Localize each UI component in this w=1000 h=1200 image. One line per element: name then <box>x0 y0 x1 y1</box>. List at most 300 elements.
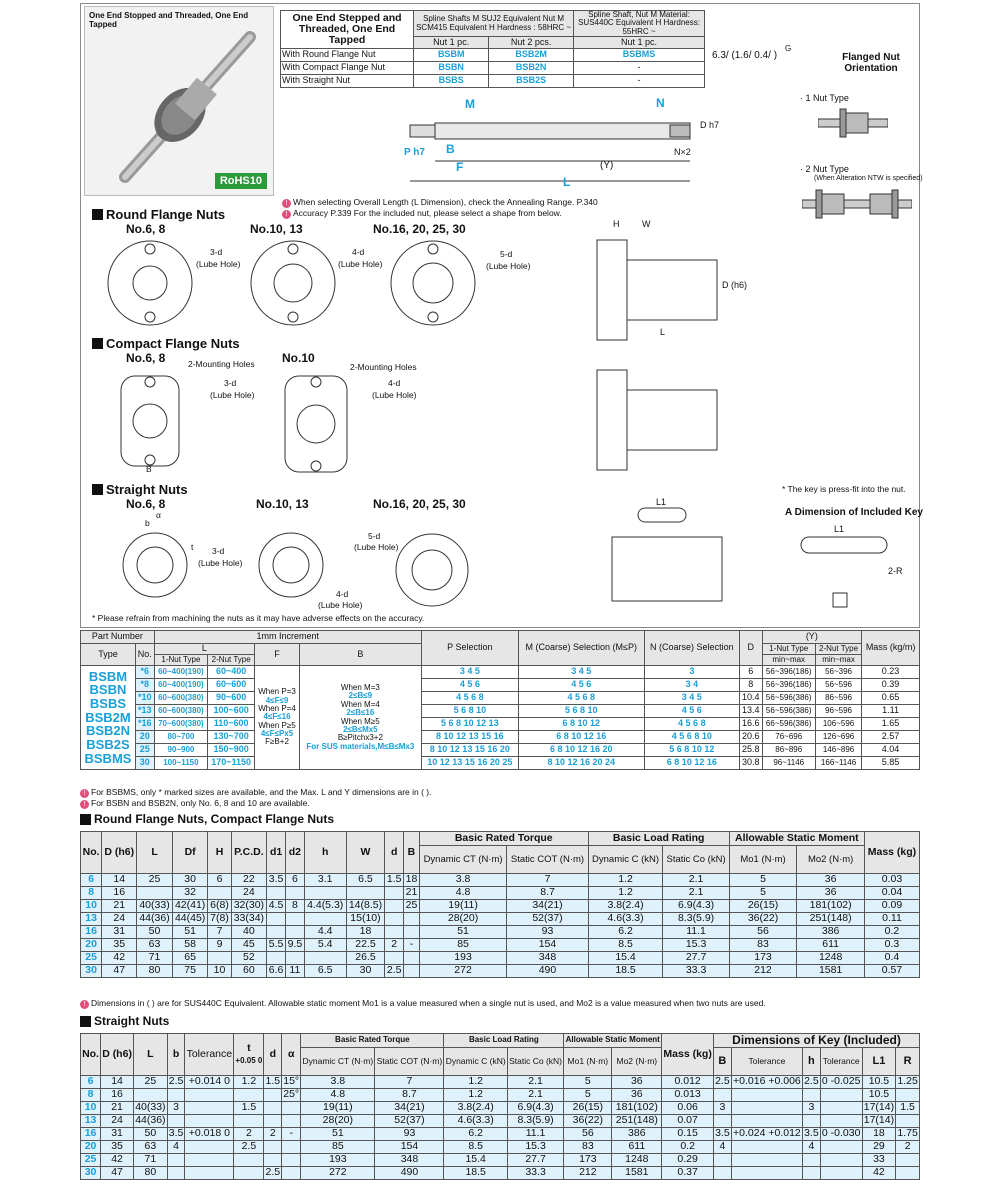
lube-label: (Lube Hole) <box>338 259 383 269</box>
table-cell: 34(21) <box>375 1102 444 1115</box>
table-cell: 6.2 <box>588 926 663 939</box>
table-cell: +0.024 +0.012 <box>733 1127 801 1140</box>
dim-l-label: L <box>563 175 571 189</box>
col-header: min~max <box>762 655 815 666</box>
table-cell: 1.5 <box>896 1102 920 1115</box>
table-cell: 3.8 <box>419 874 507 887</box>
table-cell <box>267 926 286 939</box>
type-code: BSBM <box>88 668 128 684</box>
table-cell: 70~600(380) <box>154 718 207 731</box>
table-cell: 34(21) <box>507 900 588 913</box>
table-cell: 8 10 12 13 15 16 <box>421 731 518 744</box>
col-header: Tolerance <box>731 1048 802 1076</box>
dim-w-label: W <box>642 219 651 229</box>
table-cell: 40(33) <box>137 900 173 913</box>
straight-spec-table <box>80 1033 920 1180</box>
type-code: BSBS <box>89 696 127 712</box>
table-cell: 56 <box>564 1128 612 1141</box>
straight-nut-drawing <box>256 530 326 600</box>
table-cell <box>731 1154 802 1167</box>
table-cell: 2.57 <box>862 731 920 744</box>
table-cell: 0 -0.030 <box>821 1127 861 1140</box>
table-cell: 11 <box>285 965 304 978</box>
table-cell <box>264 1102 282 1115</box>
table-row <box>81 757 920 770</box>
table-cell: 3 <box>714 1102 732 1115</box>
table-cell: 1.11 <box>862 705 920 718</box>
table-cell: 10.5 <box>862 1076 896 1089</box>
table-cell: 1.2 <box>234 1076 264 1089</box>
table-cell <box>820 1089 862 1102</box>
annealing-note: ! When selecting Overall Length (L Dimension), check the Annealing Range. P.340 <box>282 197 598 208</box>
col-header: Dynamic CT (N·m) <box>419 846 507 874</box>
table-cell: 15(10) <box>346 913 385 926</box>
part-number-table <box>80 630 920 770</box>
table-cell <box>896 1167 920 1180</box>
col-header: Dynamic C (kN) <box>444 1048 507 1076</box>
col-header: Allowable Static Moment <box>564 1034 662 1048</box>
table-row <box>81 874 920 887</box>
col-header: B <box>299 644 421 666</box>
table-cell: 1.25 <box>897 1075 918 1088</box>
table-cell: 8.7 <box>507 887 588 900</box>
col-header: Mass (kg) <box>662 1034 714 1076</box>
col-header: Mo1 (N·m) <box>564 1048 612 1076</box>
lube-label: 5-d <box>500 249 513 259</box>
table-cell <box>234 1115 264 1128</box>
table-cell: 126~696 <box>815 731 861 744</box>
col-header: N (Coarse) Selection <box>644 631 739 666</box>
table-cell: 8 10 12 16 20 24 <box>518 757 644 770</box>
col-header: h <box>304 832 346 874</box>
table-cell: 32(30) <box>231 900 267 913</box>
table-cell: 5 <box>729 887 797 900</box>
table-cell: 47 <box>102 965 137 978</box>
table-cell: 36 <box>797 874 865 887</box>
table-cell: 251(148) <box>797 913 865 926</box>
table-cell: 22.5 <box>346 939 385 952</box>
col-header: Static COT (N·m) <box>375 1048 444 1076</box>
table-cell: 6 <box>81 874 102 887</box>
table-cell: 3 <box>803 1102 821 1115</box>
table-cell: 44(36) <box>135 1114 166 1127</box>
col-header: 1-Nut Type <box>154 655 207 666</box>
straight-side-drawing <box>610 505 730 605</box>
table-cell: 3.5 <box>715 1127 730 1140</box>
col-header: min~max <box>815 655 861 666</box>
table-cell <box>167 1115 185 1128</box>
table-cell: 18 <box>346 926 385 939</box>
table-row <box>81 666 920 679</box>
f-rule-line: 4≤F≤16 <box>263 712 291 722</box>
table-cell: 60~600 <box>208 679 255 692</box>
table-cell <box>208 952 231 965</box>
col-header: Dynamic C (kN) <box>588 846 663 874</box>
part-code: BSBM <box>414 49 489 62</box>
part-code: BSBS <box>414 75 489 88</box>
table-cell: 4 5 6 <box>421 679 518 692</box>
col-header: Df <box>172 832 208 874</box>
table-cell: 0.3 <box>864 939 919 952</box>
table-cell <box>731 1102 802 1115</box>
table-cell: 26(15) <box>729 900 797 913</box>
table-cell: +0.014 0 <box>185 1076 234 1089</box>
table-cell: 27.7 <box>663 952 729 965</box>
table-cell: 3 4 5 <box>518 666 644 679</box>
table-cell: 36 <box>612 1089 662 1102</box>
straight-nut-drawing <box>120 530 190 600</box>
table-cell: 193 <box>419 952 507 965</box>
table-cell: 3.8(2.4) <box>444 1102 507 1115</box>
table-cell: 56~396(186) <box>762 666 815 679</box>
table-cell: 21 <box>405 886 418 899</box>
dim-ph7-label: P h7 <box>404 147 425 158</box>
table-cell: 33.3 <box>663 965 729 978</box>
table-cell <box>185 1154 234 1167</box>
table-cell: 166~1146 <box>815 757 861 770</box>
table-cell: 6.9(4.3) <box>507 1102 563 1115</box>
table-cell: 15.4 <box>444 1154 507 1167</box>
photo-caption: One End Stopped and Threaded, One End Tapped <box>89 11 249 29</box>
dim-alpha-label: α <box>156 510 161 520</box>
table-cell: 29 <box>862 1141 896 1154</box>
table-cell: 2.5 <box>385 965 404 978</box>
table-cell: 83 <box>729 939 797 952</box>
table-cell: 4.6(3.3) <box>444 1115 507 1128</box>
col-header: M (Coarse) Selection (M≤P) <box>518 631 644 666</box>
sus-material-header: Spline Shaft, Nut M Material: SUS440C Equivalent H Hardness: 55HRC ~ <box>574 11 705 37</box>
table-cell: 58 <box>172 939 208 952</box>
table-cell: 52(37) <box>507 913 588 926</box>
table-cell: 20.6 <box>739 731 762 744</box>
table-cell: 3 <box>167 1102 185 1115</box>
table-cell: 181(102) <box>797 900 865 913</box>
flange-spec-table <box>80 831 920 978</box>
one-nut-type-label: · 1 Nut Type <box>800 93 849 103</box>
col-header: Dimensions of Key (Included) <box>714 1034 920 1048</box>
table-cell: 8 <box>81 887 102 900</box>
table-cell <box>185 1141 234 1154</box>
key-title: A Dimension of Included Key <box>785 507 923 518</box>
col-header: H <box>208 832 231 874</box>
table-cell: 0.07 <box>662 1115 714 1128</box>
size-no: *8 <box>135 679 154 692</box>
table-cell: 45 <box>231 939 267 952</box>
table-cell: 0.39 <box>862 679 920 692</box>
table-cell: 6.9(4.3) <box>663 900 729 913</box>
table-cell: 56~596 <box>815 679 861 692</box>
table-cell: 14(8.5) <box>346 900 385 913</box>
b-rule-line: 2≤B≤9 <box>348 691 373 701</box>
table-cell <box>134 1089 168 1102</box>
table-cell: 25 <box>134 1076 168 1089</box>
lube-label: 5-d <box>368 531 381 541</box>
table-cell <box>404 952 420 965</box>
table-cell: 10 <box>81 900 102 913</box>
table-cell <box>714 1154 732 1167</box>
col-header: b <box>167 1034 185 1076</box>
size-no: *10 <box>135 692 154 705</box>
table-cell: 44(45) <box>172 913 208 926</box>
table-cell: 6 <box>285 874 304 887</box>
table-cell: 56~396 <box>815 666 861 679</box>
table-cell <box>285 887 304 900</box>
table-cell <box>896 1089 920 1102</box>
row-label: With Compact Flange Nut <box>281 62 414 75</box>
table-cell <box>731 1141 802 1154</box>
table-cell: 8.5 <box>588 939 663 952</box>
col-header: W <box>346 832 385 874</box>
table-cell: 0 -0.025 <box>821 1075 861 1088</box>
col-header: 1-Nut Type <box>762 644 815 655</box>
table-cell: 146~896 <box>815 744 861 757</box>
f-rule-line: When P≥5 <box>258 720 296 730</box>
table-cell: 1248 <box>797 952 865 965</box>
orientation-title: Flanged Nut Orientation <box>842 52 900 74</box>
table-cell <box>167 1167 185 1180</box>
lube-label: (Lube Hole) <box>196 259 241 269</box>
table-cell: 4 5 6 <box>518 679 644 692</box>
col-header: t +0.05 0 <box>234 1034 264 1076</box>
table-cell: 0.11 <box>864 913 919 926</box>
table-cell: 22 <box>231 874 267 887</box>
table-cell: 56~396(186) <box>762 679 815 692</box>
table-cell: 76~696 <box>762 731 815 744</box>
table-cell: 56~596(386) <box>762 692 815 705</box>
table-cell: 5 6 8 10 12 13 <box>421 718 518 731</box>
table-cell: 0.03 <box>864 874 919 887</box>
table-cell: 386 <box>612 1128 662 1141</box>
table-cell: 51 <box>301 1128 375 1141</box>
f-rule-line: F≥B+2 <box>265 737 289 747</box>
table-cell: 51 <box>172 926 208 939</box>
key-r-label: 2-R <box>888 566 903 576</box>
type-code: BSB2M <box>85 709 131 725</box>
table-cell: 35 <box>101 1141 134 1154</box>
round-flange-heading: Round Flange Nuts <box>92 207 225 222</box>
part-code: - <box>574 75 705 88</box>
table-cell: 52(37) <box>375 1115 444 1128</box>
dim-dh6-label: D (h6) <box>722 280 748 290</box>
table-cell: 4.5 <box>267 900 286 913</box>
size-no: *16 <box>135 718 154 731</box>
table-cell: 19(11) <box>301 1102 375 1115</box>
table-cell: 1.65 <box>862 718 920 731</box>
table-cell: 1.5 <box>265 1075 281 1088</box>
table-cell <box>304 887 346 900</box>
col-header: R <box>896 1048 920 1076</box>
table-cell <box>385 887 404 900</box>
b-rule-line: 2≤B≤Mx5 <box>343 724 378 734</box>
table-cell: 4.4(5.3) <box>304 900 346 913</box>
table-cell: 8.5 <box>444 1141 507 1154</box>
dim-nx2-label: N×2 <box>674 147 691 157</box>
table-cell: 2.5 <box>804 1075 819 1088</box>
bsbn-note: ! For BSBN and BSB2N, only No. 6, 8 and 10 are available. <box>80 798 310 809</box>
table-cell: 5.5 <box>267 939 286 952</box>
table-cell: 25° <box>283 1088 300 1101</box>
table-cell: 4 5 6 8 <box>518 692 644 705</box>
col-header: d2 <box>285 832 304 874</box>
table-cell: 2 <box>385 939 404 952</box>
table-row <box>81 718 920 731</box>
col-header: α <box>282 1034 301 1076</box>
table-cell: 80 <box>137 965 173 978</box>
surface-roughness: 6.3/ (1.6/ 0.4/ ) <box>712 50 778 61</box>
table-cell: 24 <box>101 1115 134 1128</box>
table-cell <box>896 1115 920 1128</box>
table-cell <box>820 1102 862 1115</box>
table-cell: 0.23 <box>862 666 920 679</box>
table-cell: 6(8) <box>208 900 231 913</box>
table-cell: 611 <box>612 1141 662 1154</box>
table-cell: 193 <box>301 1154 375 1167</box>
table-cell: 93 <box>507 926 588 939</box>
table-cell <box>285 913 304 926</box>
nut-size-label: No.10, 13 <box>256 497 309 511</box>
table-cell: 17(14) <box>863 1101 895 1114</box>
table-cell: 33 <box>862 1154 896 1167</box>
table-cell: 86~896 <box>762 744 815 757</box>
table-cell <box>282 1115 301 1128</box>
col-header: 2-Nut Type <box>815 644 861 655</box>
straight-nut-drawing <box>392 530 472 610</box>
table-cell: 173 <box>564 1154 612 1167</box>
col-header: (Y) <box>762 631 862 644</box>
table-cell: 6 <box>208 874 231 887</box>
lube-label: 4-d <box>336 589 349 599</box>
table-cell <box>385 913 404 926</box>
table-cell: 4 <box>714 1141 732 1154</box>
table-cell: 1.2 <box>444 1076 507 1089</box>
table-cell: 90~600 <box>208 692 255 705</box>
table-cell <box>282 1102 301 1115</box>
table-cell: 16 <box>81 1128 101 1141</box>
table-cell: 18.5 <box>444 1167 507 1180</box>
table-cell: 86~596 <box>815 692 861 705</box>
table-cell: 8 <box>285 900 304 913</box>
table-cell: 30 <box>81 965 102 978</box>
row-label: With Round Flange Nut <box>281 49 414 62</box>
table-cell: 56 <box>729 926 797 939</box>
table-cell: - <box>282 1128 301 1141</box>
table-cell: 36(22) <box>729 913 797 926</box>
table-cell: 13.4 <box>739 705 762 718</box>
table-cell: 3.8 <box>301 1076 375 1089</box>
table-cell: 85 <box>301 1141 375 1154</box>
table-cell: 0.29 <box>662 1154 714 1167</box>
table-cell: 40(33) <box>135 1101 166 1114</box>
col-header: Basic Load Rating <box>588 832 729 846</box>
table-cell: 24 <box>231 887 267 900</box>
part-code: BSB2M <box>489 49 574 62</box>
material-header: Spline Shafts M SUJ2 Equivalent Nut M SCM415 Equivalent H Hardness : 58HRC ~ <box>414 11 574 37</box>
table-cell: 60 <box>231 965 267 978</box>
table-cell: 3.5 <box>267 874 286 887</box>
col-header: F <box>255 644 300 666</box>
nut-size-label: No.10, 13 <box>250 222 303 236</box>
table-cell: 25 <box>405 899 418 912</box>
table-cell: 26(15) <box>564 1102 612 1115</box>
table-cell: 4.4 <box>304 926 346 939</box>
table-cell <box>896 1154 920 1167</box>
table-cell <box>803 1115 821 1128</box>
col-header: Tolerance <box>185 1034 234 1076</box>
table-row <box>81 1154 920 1167</box>
table-cell <box>234 1089 264 1102</box>
table-cell: 25 <box>81 952 102 965</box>
type-code: BSBN <box>89 682 127 698</box>
table-cell <box>185 1167 234 1180</box>
table-cell: 0.4 <box>864 952 919 965</box>
col-header: L1 <box>862 1048 896 1076</box>
table-cell <box>803 1089 821 1102</box>
nut-size-label: No.16, 20, 25, 30 <box>373 497 466 511</box>
table-cell: 15.4 <box>588 952 663 965</box>
table-cell: 4 <box>803 1141 821 1154</box>
table-cell <box>346 887 385 900</box>
dim-l1-label: L1 <box>656 497 667 507</box>
table-cell: 6 8 10 12 16 <box>644 757 739 770</box>
key-section-drawing <box>832 592 848 608</box>
straight-table-heading: Straight Nuts <box>80 1014 169 1028</box>
table-cell: 30 <box>346 965 385 978</box>
f-rule <box>255 666 300 770</box>
dim-f-label: F <box>456 160 464 174</box>
table-cell: 10 12 13 15 16 20 25 <box>421 757 518 770</box>
dim-b-label: B <box>446 142 455 156</box>
table-cell: 60~600(380) <box>154 705 207 718</box>
key-drawing <box>800 535 890 555</box>
table-cell: 36 <box>612 1076 662 1089</box>
mounting-label: 2-Mounting Holes <box>350 362 417 372</box>
table-cell: 8.3(5.9) <box>507 1115 563 1128</box>
table-cell: 5.85 <box>862 757 920 770</box>
table-cell: 9 <box>208 939 231 952</box>
f-rule-line: 4≤F≤9 <box>265 695 289 705</box>
table-cell: 18 <box>862 1128 896 1141</box>
nut-size-label: No.6, 8 <box>126 351 166 365</box>
table-cell: 35 <box>102 939 137 952</box>
table-cell <box>234 1167 264 1180</box>
table-cell <box>714 1167 732 1180</box>
table-cell <box>385 926 404 939</box>
table-cell <box>404 913 420 926</box>
table-cell: 272 <box>301 1167 375 1180</box>
col-header: No. <box>135 644 154 666</box>
table-cell: 10.4 <box>739 692 762 705</box>
nut-count-header: Nut 2 pcs. <box>489 37 574 49</box>
table-cell: 50 <box>137 926 173 939</box>
table-cell: 51 <box>419 926 507 939</box>
table-cell: 63 <box>137 939 173 952</box>
col-header: d1 <box>267 832 286 874</box>
table-cell: 3 4 <box>644 679 739 692</box>
table-cell: 71 <box>137 952 173 965</box>
col-header: d <box>385 832 404 874</box>
lube-label: 4-d <box>388 378 401 388</box>
table-cell <box>185 1115 234 1128</box>
lube-label: 3-d <box>210 247 223 257</box>
flange-note: ! Dimensions in ( ) are for SUS440C Equivalent. Allowable static moment Mo1 is a value measured when a single nut is used, and Mo2 is a value measured when two nuts are used. <box>80 998 766 1009</box>
col-header: Static Co (kN) <box>507 1048 563 1076</box>
table-cell: 16 <box>102 887 137 900</box>
rohs-badge: RoHS10 <box>215 173 267 189</box>
table-cell: 490 <box>375 1167 444 1180</box>
col-header: Allowable Static Moment <box>729 832 864 846</box>
table-cell: 83 <box>564 1141 612 1154</box>
dim-m-label: M <box>465 97 475 111</box>
